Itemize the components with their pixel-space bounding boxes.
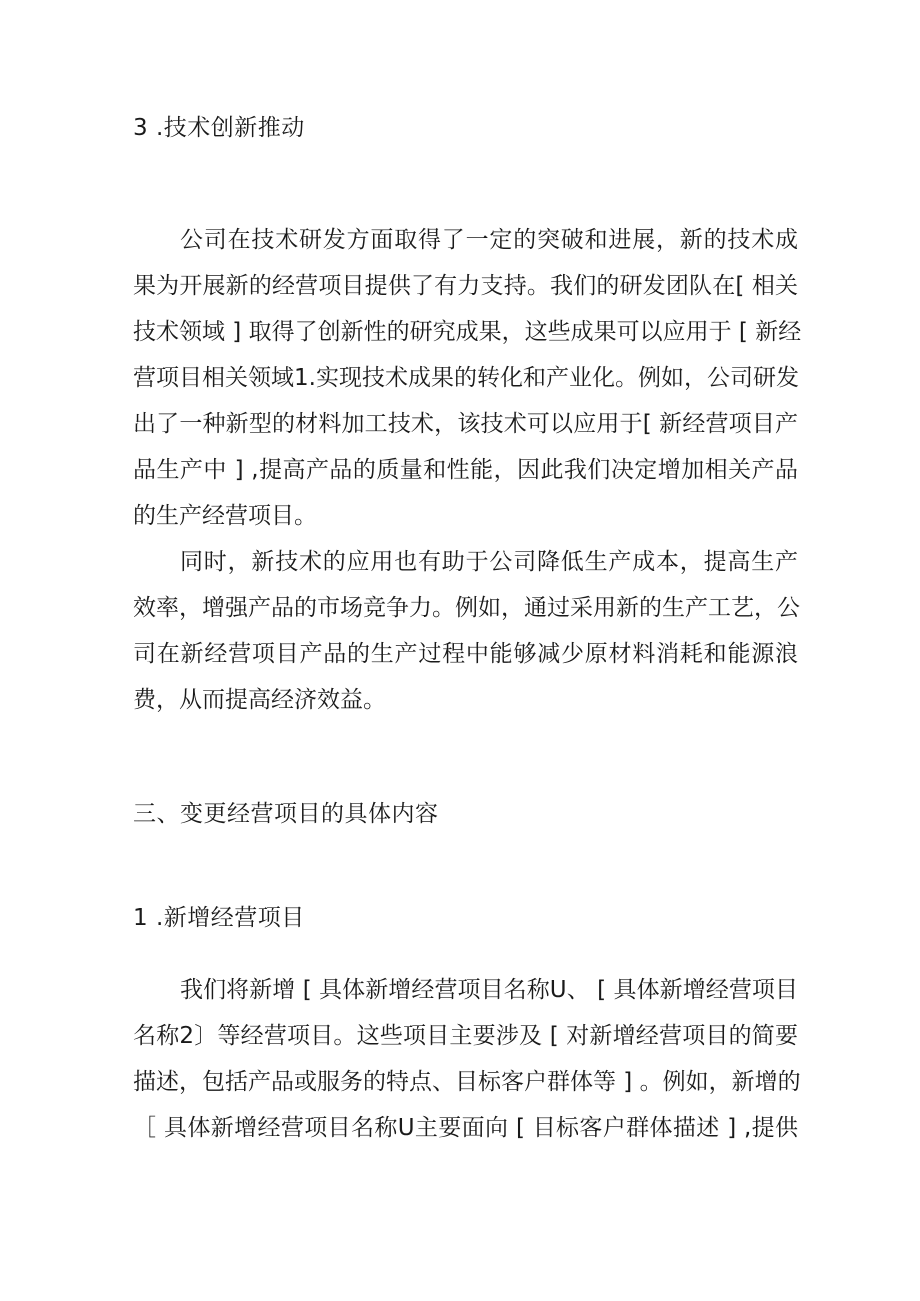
- paragraph-line: 名称2〕等经营项目。这些项目主要涉及 [ 对新增经营项目的简要: [133, 1023, 798, 1049]
- paragraph-new-business-items: [133, 967, 801, 1151]
- paragraph-line: 同时，新技术的应用也有助于公司降低生产成本，提高生产: [180, 549, 798, 575]
- paragraph-line: 营项目相关领域1.实现技术成果的转化和产业化。例如，公司研发: [133, 365, 799, 391]
- paragraph-line: 的生产经营项目。: [133, 503, 317, 529]
- subheading-tech-innovation: 3 .技术创新推动: [133, 115, 305, 141]
- paragraph-line: 公司在技术研发方面取得了一定的突破和进展，新的技术成: [180, 227, 798, 253]
- subheading-new-business: 1 .新增经营项目: [133, 905, 305, 931]
- paragraph-tech-breakthrough: [133, 217, 802, 539]
- paragraph-line: 司在新经营项目产品的生产过程中能够减少原材料消耗和能源浪: [133, 641, 798, 667]
- paragraph-line: 出了一种新型的材料加工技术，该技术可以应用于[ 新经营项目产: [133, 411, 798, 437]
- paragraph-cost-reduction: [133, 539, 798, 723]
- paragraph-line: 我们将新增 [ 具体新增经营项目名称U、 [ 具体新增经营项目: [180, 977, 798, 1003]
- paragraph-line: 品生产中 ] ,提高产品的质量和性能，因此我们决定增加相关产品: [133, 457, 798, 483]
- paragraph-line: 效率，增强产品的市场竞争力。例如，通过采用新的生产工艺，公: [133, 595, 800, 621]
- section-heading-change-details: 三、变更经营项目的具体内容: [133, 801, 439, 827]
- paragraph-line: 果为开展新的经营项目提供了有力支持。我们的研发团队在[ 相关: [133, 273, 798, 299]
- paragraph-line: ［ 具体新增经营项目名称U主要面向 [ 目标客户群体描述 ] ,提供: [133, 1115, 798, 1141]
- paragraph-line: 费，从而提高经济效益。: [133, 687, 386, 713]
- paragraph-line: 描述，包括产品或服务的特点、目标客户群体等 ] 。例如，新增的: [133, 1069, 801, 1095]
- paragraph-line: 技术领域 ] 取得了创新性的研究成果，这些成果可以应用于 [ 新经: [133, 319, 802, 345]
